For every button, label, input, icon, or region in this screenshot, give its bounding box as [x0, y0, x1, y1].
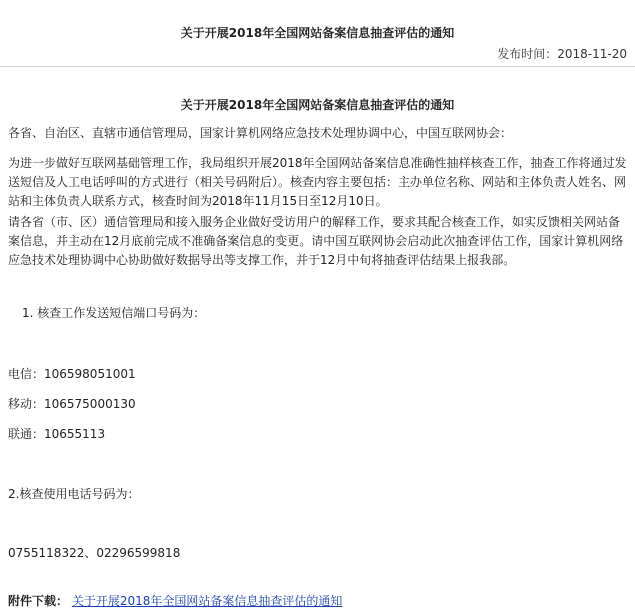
salutation: 各省、自治区、直辖市通信管理局，国家计算机网络应急技术处理协调中心，中国互联网协会： — [8, 126, 513, 140]
attachment-label: 附件下载： — [8, 594, 69, 608]
paragraph-2: 请各省（市、区）通信管理局和接入服务企业做好受访用户的解释工作，要求其配合核查工作，如实反馈相关网站备案信息，并主动在12月底前完成不准确备案信息的变更。请中国互联网协会启动此次抽查评估工作，国家计算机网络应急技术处理协调中心协助做好数据导出等支撑工作，并于12月中旬将抽查评估结果上报我部。 — [8, 215, 624, 267]
publish-date-value: 2018-11-20 — [557, 47, 627, 61]
telecom-number: 电信：106598051001 — [8, 367, 136, 381]
sms-port-heading: 1. 核查工作发送短信端口号码为： — [22, 306, 206, 320]
unicom-number: 联通：10655113 — [8, 427, 106, 441]
phone-numbers: 0755118322、02296599818 — [8, 546, 181, 560]
phone-heading: 2.核查使用电话号码为： — [8, 487, 140, 501]
mobile-number: 移动：106575000130 — [8, 397, 136, 411]
attachment-download — [8, 592, 342, 611]
page-header-title: 关于开展2018年全国网站备案信息抽查评估的通知 — [180, 26, 455, 40]
attachment-link[interactable]: 关于开展2018年全国网站备案信息抽查评估的通知 — [71, 594, 343, 608]
paragraph-1: 为进一步做好互联网基础管理工作，我局组织开展2018年全国网站备案信息准确性抽样核查工作，抽查工作将通过发送短信及人工电话呼叫的方式进行（相关号码附后）。核查内容主要包括：主办单位名称、网站和主体负责人姓名、网站和主体负责人联系方式，核查时间为2018年11月15日至12月10日。 — [8, 156, 627, 208]
publish-date-label: 发布时间： — [497, 47, 558, 61]
article-title: 关于开展2018年全国网站备案信息抽查评估的通知 — [180, 98, 455, 112]
header-divider — [0, 66, 635, 67]
publish-date — [497, 45, 627, 62]
